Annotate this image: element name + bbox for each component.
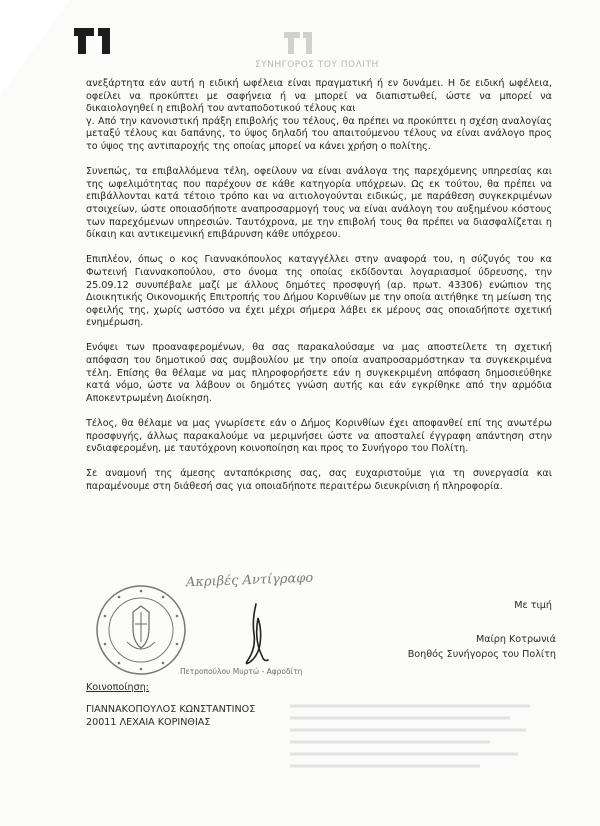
watermark-logo-icon bbox=[282, 28, 314, 58]
closing-salutation: Με τιμή bbox=[514, 600, 552, 611]
official-seal-stamp bbox=[93, 582, 189, 678]
cc-line-2: 20011 ΛΕΧΑΙΑ ΚΟΡΙΝΘΙΑΣ bbox=[86, 717, 211, 728]
paragraph-1: ανεξάρτητα εάν αυτή η ειδική ωφέλεια είναι πραγματική ή εν δυνάμει. Η δε ειδική ωφέλεια, οφείλει να προκύπτει με σαφήνεια ή να μπορεί να διαπιστωθεί, ώστε να μπορεί να δικαιολογηθεί η επιβολή του ανταποδοτικού τέλους και bbox=[86, 78, 552, 115]
signer-block bbox=[408, 632, 556, 662]
paragraph-2: γ. Από την κανονιστική πράξη επιβολής του τέλους, θα πρέπει να προκύπτει η σχέση αναλογίας μεταξύ τέλους και δαπάνης, το ύψος δηλαδή του απαιτούμενου τέλους να είναι ανάλογο προς το ύψος της αντιπαροχής της οποίας μπορεί να κάνει χρήση ο πολίτης. bbox=[86, 115, 552, 152]
paragraph-7: Σε αναμονή της άμεσης ανταπόκρισης σας, σας ευχαριστούμε για τη συνεργασία και παραμένουμε στη διάθεσή σας για οποιαδήποτε περαιτέρω διευκρίνιση ή πληροφορία. bbox=[86, 468, 552, 492]
handwritten-signature bbox=[234, 600, 274, 670]
cc-block bbox=[86, 681, 255, 730]
paragraph-5: Ενόψει των προαναφερομένων, θα σας παρακαλούσαμε να μας αποστείλετε τη σχετική απόφαση του δημοτικού σας συμβουλίου με την οποία αναπροσαρμόστηκαν τα συγκεκριμένα τέλη. Επίσης θα θέλαμε να μας πληροφορήσετε εάν η συγκεκριμένη απόφαση δημοσιεύθηκε κατά νόμο, ώστε να λάβουν οι δημότες γνώση αυτής και εάν εγκρίθηκε από την αρμόδια Αποκεντρωμένη Διοίκηση. bbox=[86, 342, 552, 404]
cc-line-1: ΓΙΑΝΝΑΚΟΠΟΥΛΟΣ ΚΩΝΣΤΑΝΤΙΝΟΣ bbox=[86, 703, 256, 715]
ombudsman-logo-icon bbox=[72, 22, 112, 58]
paragraph-6: Τέλος, θα θέλαμε να μας γνωρίσετε εάν ο Δήμος Κορινθίων έχει αποφανθεί επί της ανωτέρω προσφυγής, άλλως παρακαλούμε να μεριμνήσει ώστε να αποσταλεί έγγραφη απάντηση στην ενδιαφερομένη, με ταυτόχρονη κοινοποίηση και προς το Συνήγορο του Πολίτη. bbox=[86, 418, 552, 455]
signer-title: Βοηθός Συνήγορος του Πολίτη bbox=[407, 649, 556, 660]
letter-body bbox=[86, 78, 552, 506]
bleed-through-decoration bbox=[290, 700, 540, 780]
paragraph-3: Συνεπώς, τα επιβαλλόμενα τέλη, οφείλουν να είναι ανάλογα της παρεχόμενης υπηρεσίας και της ωφελιμότητας που παρέχουν σε κάθε κατηγορία υπόχρεων. Ως εκ τούτου, θα πρέπει να επιβάλλονται κατά τέτοιο τρόπο και να αιτιολογούνται ειδικώς, με παράθεση συγκεκριμένων στοιχείων, ώστε οποιασδήποτε αναπροσαρμογή τους να είναι ανάλογη του αυξημένου κόστους των παρεχόμενων υπηρεσιών. Ταυτόχρονα, με την επιβολή τους θα πρέπει να διασφαλίζεται η δίκαιη και αντικειμενική επιβάρυνση κάθε υπόχρεου. bbox=[86, 166, 552, 241]
stamp-signer-name: Πετροπούλου Μυρτώ - Αφροδίτη bbox=[180, 667, 303, 676]
certified-copy-stamp-label: Ακριβές Αντίγραφο bbox=[185, 570, 314, 591]
paragraph-4: Επιπλέον, όπως ο κος Γιαννακόπουλος καταγγέλλει στην αναφορά του, η σύζυγός του κα Φωτεινή Γιαννακοπούλου, στο όνομα της οποίας εκδίδονται λογαριασμοί ύδρευσης, την 25.09.12 συνυπέβαλε μαζί με άλλους δημότες προσφυγή (αρ. πρωτ. 43306) ενώπιον της Διοικητικής Οικονομικής Επιτροπής του Δήμου Κορινθίων με την οποία αιτήθηκε τη μείωση της οφειλής της, χωρίς ωστόσο να έχει μέχρι σήμερα λάβει εκ μέρους σας οποιαδήποτε σχετική ενημέρωση. bbox=[86, 254, 552, 329]
cc-label: Κοινοποίηση: bbox=[86, 682, 150, 693]
faint-header-text: ΣΥΝΗΓΟΡΟΣ ΤΟΥ ΠΟΛΙΤΗ bbox=[255, 60, 379, 70]
signer-name: Μαίρη Κοτρωνιά bbox=[475, 634, 556, 645]
folded-corner bbox=[0, 0, 70, 95]
